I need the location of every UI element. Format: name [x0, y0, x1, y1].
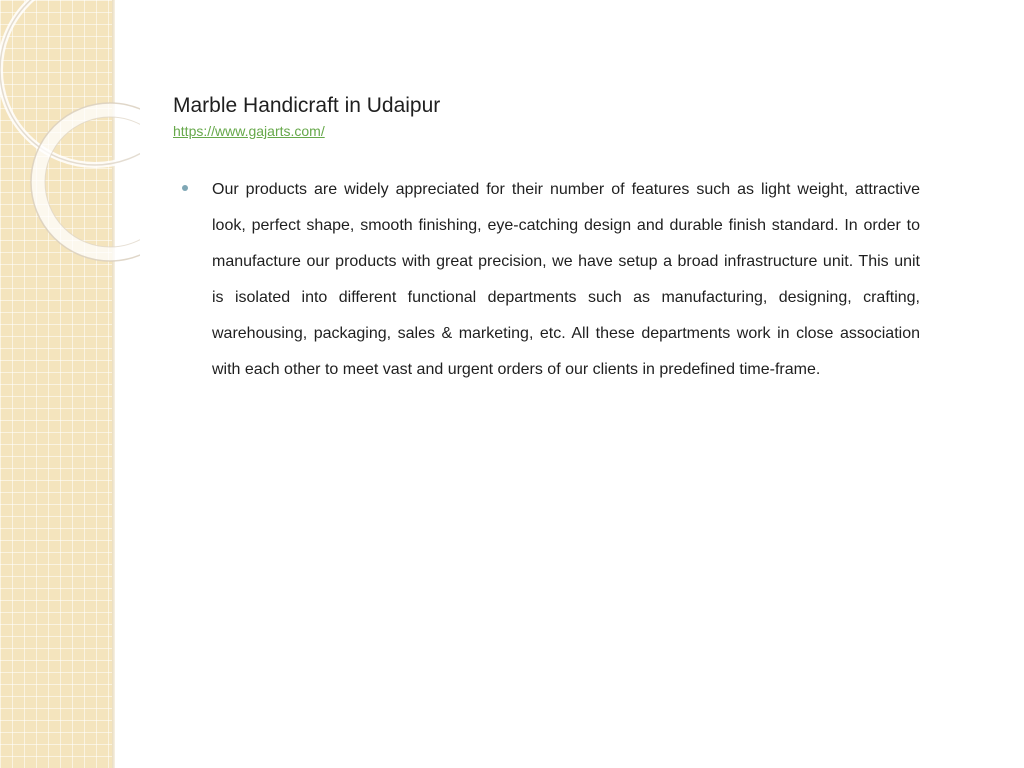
- list-item: [180, 172, 920, 388]
- side-panel-edge: [112, 0, 115, 768]
- slide-title: Marble Handicraft in Udaipur: [173, 94, 441, 117]
- side-pattern-panel: [0, 0, 112, 768]
- bullet-dot-icon: [182, 185, 188, 191]
- website-link[interactable]: https://www.gajarts.com/: [173, 123, 325, 139]
- bullet-text: Our products are widely appreciated for their number of features such as light weight, attractive look, perfect shape, smooth finishing, eye-catching design and durable finish standard. In order to manufacture our products with great precision, we have setup a broad infrastructure unit. This unit is isolated into different functional departments such as manufacturing, designing, crafting, warehousing, packaging, sales & marketing, etc. All these departments work in close association with each other to meet vast and urgent orders of our clients in predefined time-frame.: [212, 181, 920, 378]
- bullet-list: [180, 172, 920, 388]
